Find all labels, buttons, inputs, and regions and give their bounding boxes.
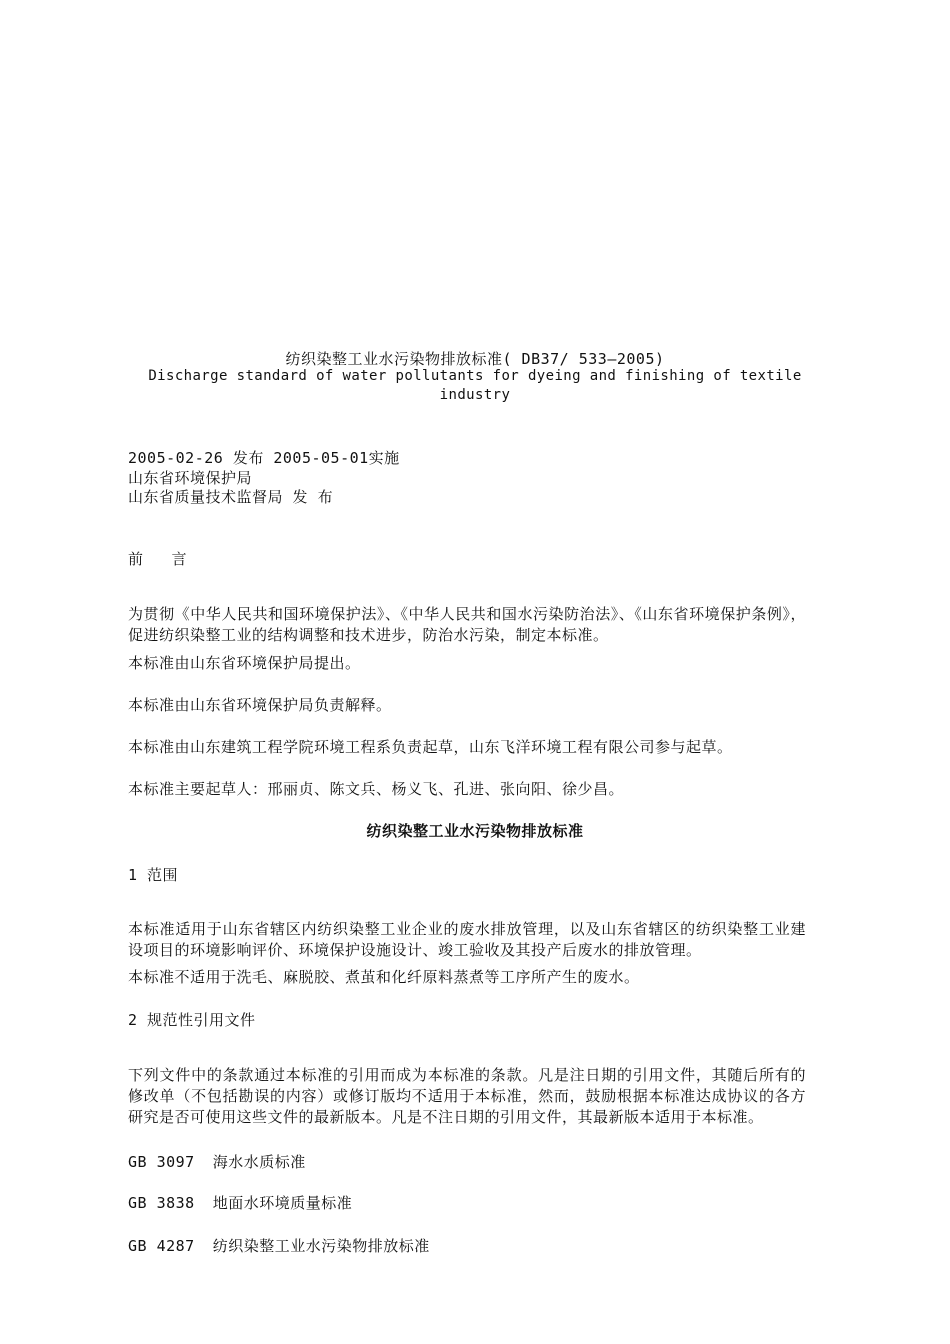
title-cn: 纺织染整工业水污染物排放标准( DB37/ 533—2005) bbox=[285, 350, 665, 368]
reference-code: GB 4287 bbox=[128, 1237, 195, 1255]
foreword-paragraph-1: 为贯彻《中华人民共和国环境保护法》、《中华人民共和国水污染防治法》、《山东省环境保护条例》，促进纺织染整工业的结构调整和技术进步，防治水污染，制定本标准。 bbox=[128, 605, 806, 644]
foreword-heading bbox=[128, 548, 187, 569]
section-1-heading: 1 范围 bbox=[128, 866, 179, 884]
title-en-line1: Discharge standard of water pollutants for dyeing and finishing of textile bbox=[148, 368, 802, 384]
foreword-paragraph-4: 本标准由山东建筑工程学院环境工程系负责起草，山东飞洋环境工程有限公司参与起草。 bbox=[128, 738, 733, 756]
foreword-paragraph-5: 本标准主要起草人：邢丽贞、陈文兵、杨义飞、孔进、张向阳、徐少昌。 bbox=[128, 780, 625, 798]
reference-gb-4287 bbox=[128, 1235, 430, 1256]
issuer-line-2: 山东省质量技术监督局 发 布 bbox=[128, 488, 334, 506]
section-2-heading: 2 规范性引用文件 bbox=[128, 1011, 256, 1029]
reference-code: GB 3838 bbox=[128, 1194, 195, 1212]
reference-gb-3097 bbox=[128, 1151, 306, 1172]
reference-name: 纺织染整工业水污染物排放标准 bbox=[212, 1237, 430, 1255]
foreword-heading-char-2: 言 bbox=[171, 550, 188, 568]
issuer-line-1: 山东省环境保护局 bbox=[128, 469, 253, 487]
reference-code: GB 3097 bbox=[128, 1153, 195, 1171]
standard-title: 纺织染整工业水污染物排放标准 bbox=[366, 822, 584, 840]
foreword-heading-char-1: 前 bbox=[128, 550, 144, 568]
reference-name: 地面水环境质量标准 bbox=[212, 1194, 353, 1212]
section-1-paragraph-2: 本标准不适用于洗毛、麻脱胶、煮茧和化纤原料蒸煮等工序所产生的废水。 bbox=[128, 968, 640, 986]
section-2-paragraph-1: 下列文件中的条款通过本标准的引用而成为本标准的条款。凡是注日期的引用文件，其随后所有的修改单（不包括勘误的内容）或修订版均不适用于本标准，然而，鼓励根据本标准达成协议的各方研究是否可使用这些文件的最新版本。凡是不注日期的引用文件，其最新版本适用于本标准。 bbox=[128, 1066, 806, 1126]
foreword-paragraph-2: 本标准由山东省环境保护局提出。 bbox=[128, 654, 361, 672]
title-en-line2: industry bbox=[439, 387, 511, 403]
reference-name: 海水水质标准 bbox=[212, 1153, 306, 1171]
foreword-paragraph-3: 本标准由山东省环境保护局负责解释。 bbox=[128, 696, 392, 714]
section-1-paragraph-1: 本标准适用于山东省辖区内纺织染整工业企业的废水排放管理，以及山东省辖区的纺织染整工业建设项目的环境影响评价、环境保护设施设计、竣工验收及其投产后废水的排放管理。 bbox=[128, 920, 806, 959]
reference-gb-3838 bbox=[128, 1192, 352, 1213]
publication-dates: 2005-02-26 发布 2005-05-01实施 bbox=[128, 449, 400, 467]
